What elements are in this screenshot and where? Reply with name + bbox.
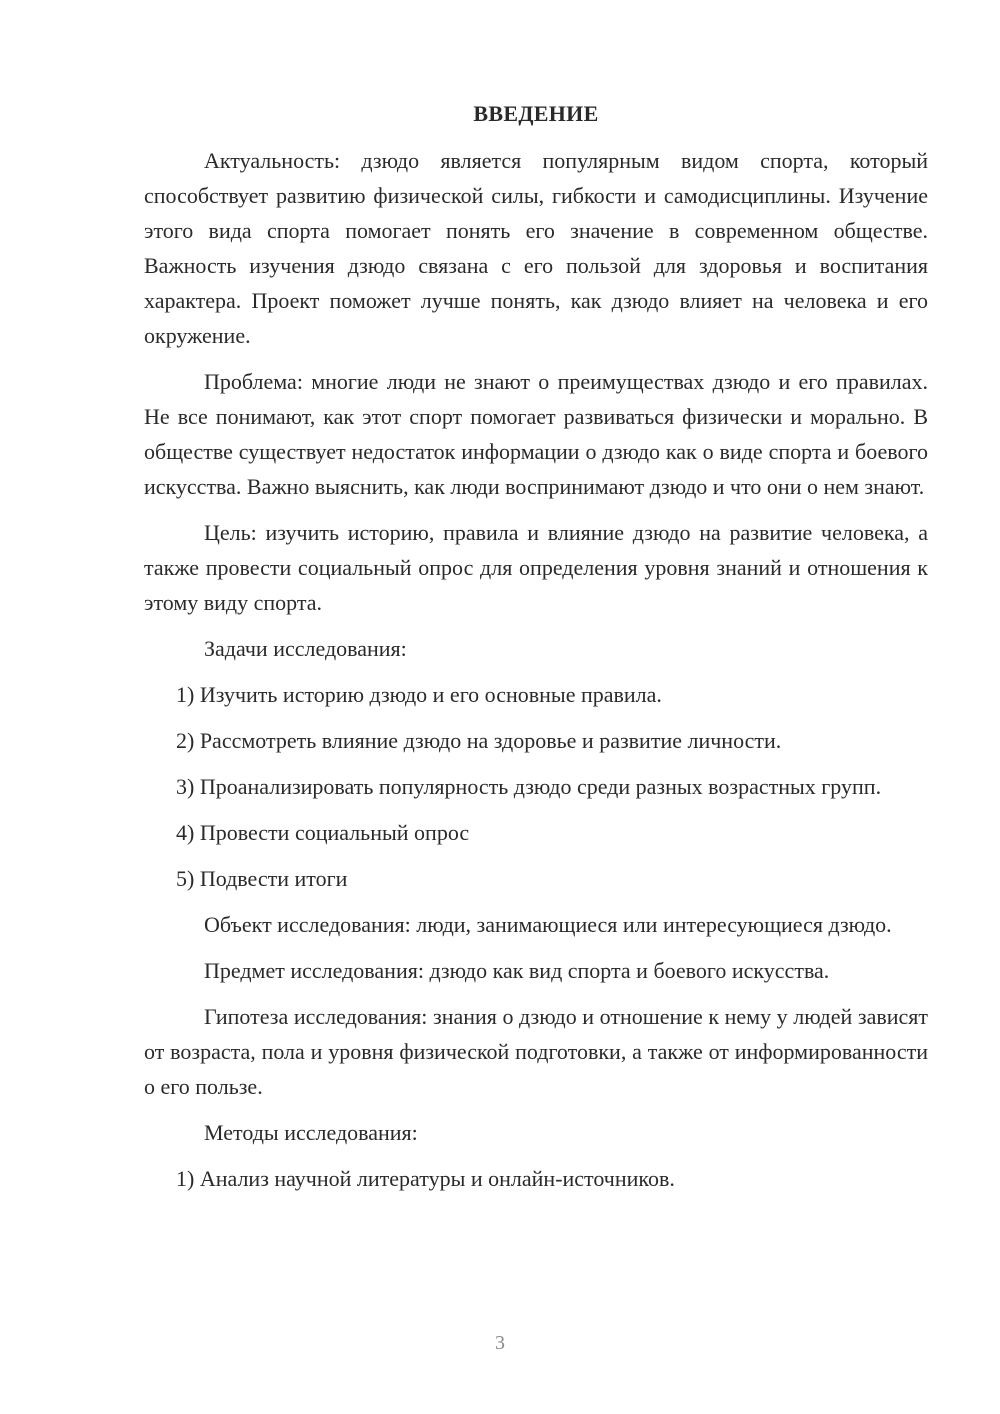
page-number: 3 <box>495 1332 505 1354</box>
task-item-4: 4) Провести социальный опрос <box>176 820 470 845</box>
tasks-title: Задачи исследования: <box>204 636 407 661</box>
relevance-paragraph: Актуальность: дзюдо является популярным видом спорта, который способствует развитию физической силы, гибкости и самодисциплины. Изучение этого вида спорта помогает понять его значение в современном обществе. Важность изучения дзюдо связана с его пользой для здоровья и воспитания характера. Проект поможет лучше понять, как дзюдо влияет на человека и его окружение. <box>144 148 928 348</box>
task-item-3: 3) Проанализировать популярность дзюдо среди разных возрастных групп. <box>176 774 882 799</box>
page-content <box>144 96 928 1207</box>
method-item-1: 1) Анализ научной литературы и онлайн-источников. <box>176 1166 675 1191</box>
hypothesis-paragraph: Гипотеза исследования: знания о дзюдо и отношение к нему у людей зависят от возраста, пола и уровня физической подготовки, а также от информированности о его пользе. <box>144 1004 928 1099</box>
task-item-1: 1) Изучить историю дзюдо и его основные правила. <box>176 682 662 707</box>
task-item-5: 5) Подвести итоги <box>176 866 348 891</box>
task-item-2: 2) Рассмотреть влияние дзюдо на здоровье и развитие личности. <box>176 728 782 753</box>
object-paragraph: Объект исследования: люди, занимающиеся или интересующиеся дзюдо. <box>204 912 892 937</box>
problem-paragraph: Проблема: многие люди не знают о преимуществах дзюдо и его правилах. Не все понимают, как этот спорт помогает развиваться физически и морально. В обществе существует недостаток информации о дзюдо как о виде спорта и боевого искусства. Важно выяснить, как люди воспринимают дзюдо и что они о нем знают. <box>144 369 928 499</box>
subject-paragraph: Предмет исследования: дзюдо как вид спорта и боевого искусства. <box>204 958 830 983</box>
methods-title: Методы исследования: <box>204 1120 418 1145</box>
page-title: ВВЕДЕНИЕ <box>473 101 599 126</box>
goal-paragraph: Цель: изучить историю, правила и влияние дзюдо на развитие человека, а также провести социальный опрос для определения уровня знаний и отношения к этому виду спорта. <box>144 520 928 615</box>
